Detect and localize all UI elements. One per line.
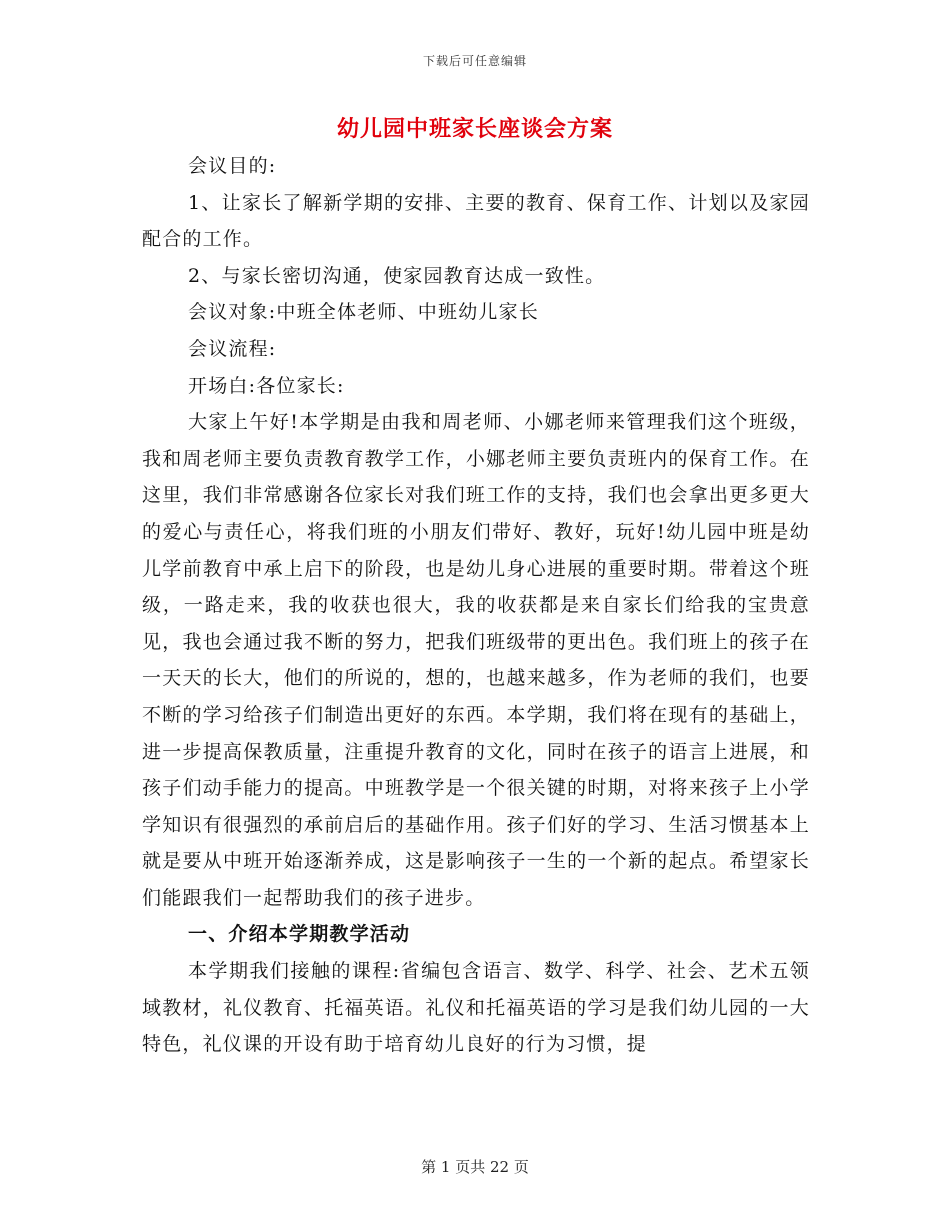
paragraph-meeting-process: 会议流程: (188, 337, 277, 360)
section-1-text: 本学期我们接触的课程:省编包含语言、数学、科学、社会、艺术五领域教材，礼仪教育、托福英语。礼仪和托福英语的学习是我们幼儿园的一大特色，礼仪课的开设有助于培育幼儿良好的行为习惯，提 (142, 960, 810, 1056)
paragraph-opening: 开场白:各位家长: (188, 374, 345, 397)
document-body (142, 148, 810, 1063)
paragraph-purpose-1: 1、让家长了解新学期的安排、主要的教育、保育工作、计划以及家园配合的工作。 (142, 191, 810, 251)
paragraph-opening-speech: 大家上午好!本学期是由我和周老师、小娜老师来管理我们这个班级，我和周老师主要负责教育教学工作，小娜老师主要负责班内的保育工作。在这里，我们非常感谢各位家长对我们班工作的支持，我们也会拿出更多更大的爱心与责任心，将我们班的小朋友们带好、教好，玩好!幼儿园中班是幼儿学前教育中承上启下的阶段，也是幼儿身心进展的重要时期。带着这个班级，一路走来，我的收获也很大，我的收获都是来自家长们给我的宝贵意见，我也会通过我不断的努力，把我们班级带的更出色。我们班上的孩子在一天天的长大，他们的所说的，想的，也越来越多，作为老师的我们，也要不断的学习给孩子们制造出更好的东西。本学期，我们将在现有的基础上，进一步提高保教质量，注重提升教育的文化，同时在孩子的语言上进展，和孩子们动手能力的提高。中班教学是一个很关键的时期，对将来孩子上小学学知识有很强烈的承前启后的基础作用。孩子们好的学习、生活习惯基本上就是要从中班开始逐渐养成，这是影响孩子一生的一个新的起点。希望家长们能跟我们一起帮助我们的孩子进步。 (142, 411, 810, 909)
page-footer: 第 1 页共 22 页 (421, 1158, 529, 1176)
section-heading-1: 一、介绍本学期教学活动 (188, 923, 411, 946)
paragraph-purpose-2: 2、与家长密切沟通，使家园教育达成一致性。 (188, 264, 606, 287)
paragraph-meeting-audience: 会议对象:中班全体老师、中班幼儿家长 (188, 301, 540, 324)
header-note: 下载后可任意编辑 (422, 54, 527, 68)
document-title: 幼儿园中班家长座谈会方案 (336, 116, 613, 142)
paragraph-meeting-purpose: 会议目的: (188, 155, 277, 177)
